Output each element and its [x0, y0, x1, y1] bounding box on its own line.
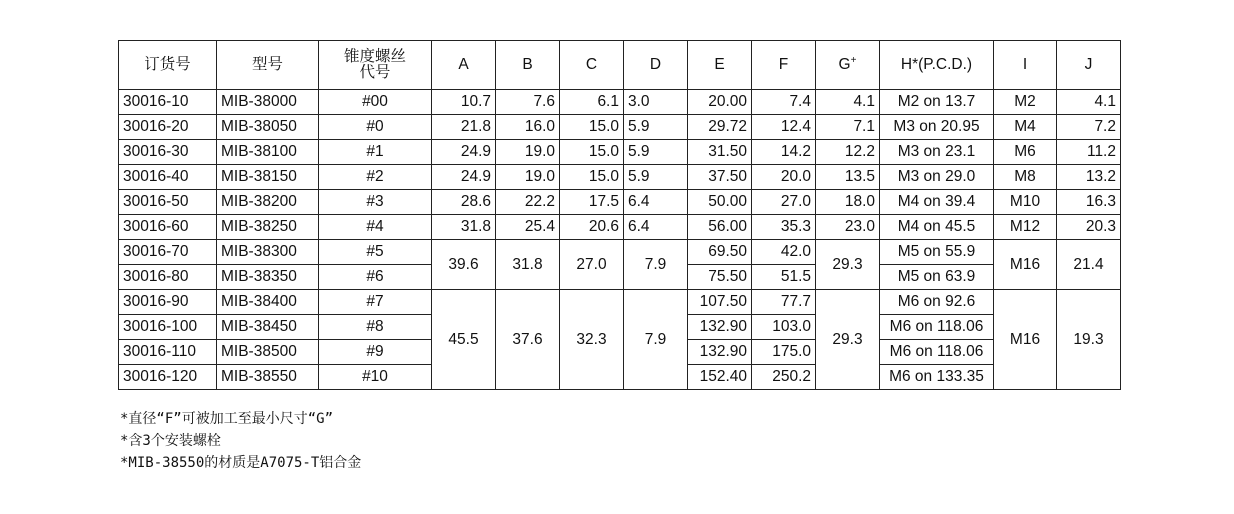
cell-f: 7.4	[752, 90, 816, 115]
cell-h: M6 on 92.6	[880, 290, 994, 315]
cell-g: 13.5	[816, 165, 880, 190]
cell-i-merged: M16	[994, 290, 1057, 390]
cell-a: 10.7	[432, 90, 496, 115]
header-row	[119, 41, 1121, 90]
header-taper-thread-line2: 代号	[359, 64, 391, 81]
cell-order: 30016-70	[119, 240, 217, 265]
cell-f: 14.2	[752, 140, 816, 165]
cell-model: MIB-38100	[217, 140, 319, 165]
cell-code: #00	[319, 90, 432, 115]
cell-j: 4.1	[1057, 90, 1121, 115]
cell-j: 7.2	[1057, 115, 1121, 140]
cell-order: 30016-30	[119, 140, 217, 165]
header-j: J	[1057, 41, 1121, 90]
cell-h: M3 on 23.1	[880, 140, 994, 165]
cell-c: 15.0	[560, 115, 624, 140]
cell-f: 42.0	[752, 240, 816, 265]
footnotes	[120, 408, 361, 474]
cell-j: 20.3	[1057, 215, 1121, 240]
cell-code: #2	[319, 165, 432, 190]
cell-b: 25.4	[496, 215, 560, 240]
cell-model: MIB-38250	[217, 215, 319, 240]
cell-d: 5.9	[624, 115, 688, 140]
cell-i: M4	[994, 115, 1057, 140]
cell-code: #7	[319, 290, 432, 315]
cell-model: MIB-38200	[217, 190, 319, 215]
cell-model: MIB-38450	[217, 315, 319, 340]
cell-a-merged: 45.5	[432, 290, 496, 390]
cell-e: 75.50	[688, 265, 752, 290]
cell-e: 152.40	[688, 365, 752, 390]
header-b: B	[496, 41, 560, 90]
cell-g-merged: 29.3	[816, 290, 880, 390]
cell-order: 30016-20	[119, 115, 217, 140]
cell-f: 175.0	[752, 340, 816, 365]
cell-j: 13.2	[1057, 165, 1121, 190]
cell-c: 17.5	[560, 190, 624, 215]
cell-h: M5 on 63.9	[880, 265, 994, 290]
cell-g: 12.2	[816, 140, 880, 165]
table-row	[119, 140, 1121, 165]
cell-e: 69.50	[688, 240, 752, 265]
cell-order: 30016-80	[119, 265, 217, 290]
cell-a-merged: 39.6	[432, 240, 496, 290]
table-row	[119, 90, 1121, 115]
cell-d-merged: 7.9	[624, 240, 688, 290]
cell-c-merged: 27.0	[560, 240, 624, 290]
cell-b: 19.0	[496, 165, 560, 190]
cell-j-merged: 19.3	[1057, 290, 1121, 390]
cell-b: 22.2	[496, 190, 560, 215]
cell-h: M5 on 55.9	[880, 240, 994, 265]
cell-model: MIB-38150	[217, 165, 319, 190]
cell-model: MIB-38500	[217, 340, 319, 365]
cell-order: 30016-60	[119, 215, 217, 240]
cell-code: #4	[319, 215, 432, 240]
cell-order: 30016-10	[119, 90, 217, 115]
cell-a: 31.8	[432, 215, 496, 240]
cell-g: 4.1	[816, 90, 880, 115]
cell-e: 56.00	[688, 215, 752, 240]
cell-i: M2	[994, 90, 1057, 115]
cell-g-merged: 29.3	[816, 240, 880, 290]
cell-f: 250.2	[752, 365, 816, 390]
cell-g: 18.0	[816, 190, 880, 215]
header-taper-thread-line1: 锥度螺丝	[343, 48, 406, 65]
cell-order: 30016-110	[119, 340, 217, 365]
cell-f: 20.0	[752, 165, 816, 190]
cell-model: MIB-38300	[217, 240, 319, 265]
cell-c-merged: 32.3	[560, 290, 624, 390]
cell-code: #6	[319, 265, 432, 290]
footnote: *直径“F”可被加工至最小尺寸“G”	[120, 411, 334, 427]
header-c: C	[560, 41, 624, 90]
cell-order: 30016-40	[119, 165, 217, 190]
cell-i: M6	[994, 140, 1057, 165]
cell-code: #5	[319, 240, 432, 265]
cell-b-merged: 37.6	[496, 290, 560, 390]
cell-a: 24.9	[432, 140, 496, 165]
cell-h: M2 on 13.7	[880, 90, 994, 115]
cell-e: 31.50	[688, 140, 752, 165]
header-d: D	[624, 41, 688, 90]
cell-model: MIB-38400	[217, 290, 319, 315]
cell-h: M4 on 45.5	[880, 215, 994, 240]
cell-d: 6.4	[624, 215, 688, 240]
cell-c: 15.0	[560, 140, 624, 165]
cell-e: 107.50	[688, 290, 752, 315]
cell-f: 103.0	[752, 315, 816, 340]
cell-j: 11.2	[1057, 140, 1121, 165]
cell-h: M3 on 20.95	[880, 115, 994, 140]
cell-d: 6.4	[624, 190, 688, 215]
cell-i: M8	[994, 165, 1057, 190]
cell-e: 132.90	[688, 340, 752, 365]
cell-e: 132.90	[688, 315, 752, 340]
header-f: F	[752, 41, 816, 90]
spec-table	[118, 40, 1121, 390]
header-taper-thread	[319, 41, 432, 90]
footnote: *含3个安装螺栓	[120, 433, 221, 449]
cell-b-merged: 31.8	[496, 240, 560, 290]
cell-a: 28.6	[432, 190, 496, 215]
header-h: H*(P.C.D.)	[880, 41, 994, 90]
cell-h: M6 on 133.35	[880, 365, 994, 390]
cell-f: 12.4	[752, 115, 816, 140]
cell-g: 7.1	[816, 115, 880, 140]
cell-i: M10	[994, 190, 1057, 215]
header-g-sup: +	[850, 54, 857, 66]
cell-code: #3	[319, 190, 432, 215]
cell-i: M12	[994, 215, 1057, 240]
cell-d: 5.9	[624, 165, 688, 190]
header-g-label: G	[838, 56, 851, 73]
table-row	[119, 240, 1121, 265]
cell-model: MIB-38050	[217, 115, 319, 140]
cell-d: 3.0	[624, 90, 688, 115]
cell-code: #9	[319, 340, 432, 365]
cell-j: 16.3	[1057, 190, 1121, 215]
header-model: 型号	[217, 41, 319, 90]
cell-f: 35.3	[752, 215, 816, 240]
cell-model: MIB-38350	[217, 265, 319, 290]
cell-model: MIB-38000	[217, 90, 319, 115]
cell-j-merged: 21.4	[1057, 240, 1121, 290]
cell-code: #1	[319, 140, 432, 165]
cell-c: 15.0	[560, 165, 624, 190]
cell-order: 30016-50	[119, 190, 217, 215]
table-row	[119, 215, 1121, 240]
cell-c: 6.1	[560, 90, 624, 115]
cell-code: #10	[319, 365, 432, 390]
cell-g: 23.0	[816, 215, 880, 240]
cell-h: M4 on 39.4	[880, 190, 994, 215]
cell-h: M3 on 29.0	[880, 165, 994, 190]
table-row	[119, 165, 1121, 190]
header-order-no: 订货号	[119, 41, 217, 90]
header-a: A	[432, 41, 496, 90]
cell-d: 5.9	[624, 140, 688, 165]
cell-b: 19.0	[496, 140, 560, 165]
table-row	[119, 190, 1121, 215]
cell-model: MIB-38550	[217, 365, 319, 390]
cell-f: 77.7	[752, 290, 816, 315]
cell-f: 51.5	[752, 265, 816, 290]
cell-f: 27.0	[752, 190, 816, 215]
cell-e: 20.00	[688, 90, 752, 115]
cell-order: 30016-100	[119, 315, 217, 340]
cell-h: M6 on 118.06	[880, 340, 994, 365]
cell-a: 24.9	[432, 165, 496, 190]
cell-order: 30016-120	[119, 365, 217, 390]
table-row	[119, 115, 1121, 140]
cell-h: M6 on 118.06	[880, 315, 994, 340]
cell-code: #8	[319, 315, 432, 340]
cell-d-merged: 7.9	[624, 290, 688, 390]
cell-b: 7.6	[496, 90, 560, 115]
cell-e: 29.72	[688, 115, 752, 140]
cell-a: 21.8	[432, 115, 496, 140]
cell-e: 50.00	[688, 190, 752, 215]
header-e: E	[688, 41, 752, 90]
header-i: I	[994, 41, 1057, 90]
cell-b: 16.0	[496, 115, 560, 140]
header-g	[816, 41, 880, 90]
cell-i-merged: M16	[994, 240, 1057, 290]
table-row	[119, 290, 1121, 315]
cell-e: 37.50	[688, 165, 752, 190]
cell-order: 30016-90	[119, 290, 217, 315]
cell-code: #0	[319, 115, 432, 140]
cell-c: 20.6	[560, 215, 624, 240]
footnote: *MIB-38550的材质是A7075-T铝合金	[120, 455, 362, 471]
